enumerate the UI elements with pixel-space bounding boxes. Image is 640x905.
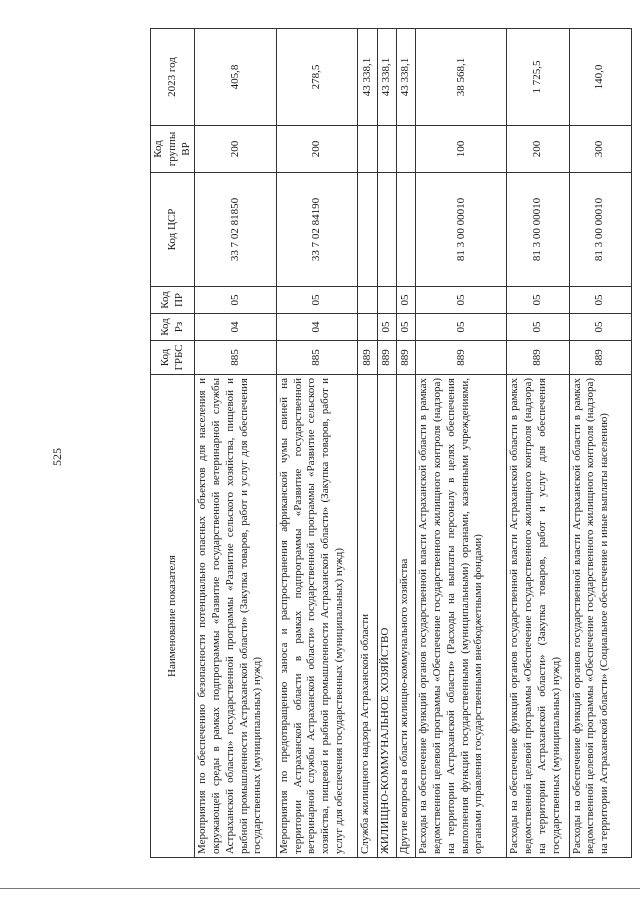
- row-pr: [377, 287, 396, 314]
- table-row: [507, 29, 569, 858]
- row-name: Расходы на обеспечение функций органов государственной власти Астраханской области в рамках ведомственной целевой программы «Обеспечение государственного жилищного контроля (надзора) на территории Астраханской области» (Социальное обеспечение и иные выплаты населению): [569, 375, 631, 858]
- row-pr: [358, 287, 377, 314]
- table-row: [358, 29, 377, 858]
- row-grbs: 885: [276, 341, 358, 375]
- row-rz: 04: [276, 314, 358, 341]
- header-rz: Код Рз: [151, 314, 195, 341]
- header-grbs: Код ГРБС: [151, 341, 195, 375]
- row-vr: [396, 126, 415, 173]
- row-name: ЖИЛИЩНО-КОММУНАЛЬНОЕ ХОЗЯЙСТВО: [377, 375, 396, 858]
- row-vr: 200: [276, 126, 358, 173]
- table-row: [195, 29, 277, 858]
- row-name: Другие вопросы в области жилищно-коммунального хозяйства: [396, 375, 415, 858]
- row-grbs: 889: [358, 341, 377, 375]
- row-pr: 05: [416, 287, 507, 314]
- row-value: 1 725,5: [507, 29, 569, 126]
- row-pr: 05: [195, 287, 277, 314]
- row-csr: [377, 173, 396, 287]
- bottom-rule: [0, 888, 640, 889]
- row-rz: 05: [396, 314, 415, 341]
- row-vr: 300: [569, 126, 631, 173]
- table-row: [569, 29, 631, 858]
- row-csr: 33 7 02 84190: [276, 173, 358, 287]
- header-year: 2023 год: [151, 29, 195, 126]
- row-rz: [358, 314, 377, 341]
- row-csr: [396, 173, 415, 287]
- row-value: 43 338,1: [377, 29, 396, 126]
- row-pr: 05: [569, 287, 631, 314]
- row-grbs: 889: [569, 341, 631, 375]
- table-row: [396, 29, 415, 858]
- row-value: 38 568,1: [416, 29, 507, 126]
- row-rz: 05: [416, 314, 507, 341]
- row-csr: 33 7 02 81850: [195, 173, 277, 287]
- header-name: Наименование показателя: [151, 375, 195, 858]
- row-value: 43 338,1: [358, 29, 377, 126]
- budget-table: [150, 28, 632, 858]
- row-name: Мероприятия по обеспечению безопасности потенциально опасных объектов для населения и окружающей среды в рамках подпрограммы «Развитие государственной ветеринарной службы Астраханской области» государственной программы «Развитие сельского хозяйства, пищевой и рыбной промышленности Астраханской области» (Закупка товаров, работ и услуг для обеспечения государственных (муниципальных) нужд): [195, 375, 277, 858]
- row-grbs: 889: [416, 341, 507, 375]
- row-rz: 04: [195, 314, 277, 341]
- row-vr: 200: [507, 126, 569, 173]
- row-pr: 05: [507, 287, 569, 314]
- row-rz: 05: [507, 314, 569, 341]
- row-grbs: 889: [507, 341, 569, 375]
- row-vr: 100: [416, 126, 507, 173]
- rotated-table-wrapper: [150, 29, 632, 858]
- row-rz: 05: [377, 314, 396, 341]
- header-csr: Код ЦСР: [151, 173, 195, 287]
- row-csr: 81 3 00 00010: [569, 173, 631, 287]
- header-row: [151, 29, 195, 858]
- row-csr: [358, 173, 377, 287]
- row-value: 43 338,1: [396, 29, 415, 126]
- row-value: 278,5: [276, 29, 358, 126]
- header-vr: Код группы ВР: [151, 126, 195, 173]
- table-row: [377, 29, 396, 858]
- row-grbs: 889: [396, 341, 415, 375]
- row-name: Служба жилищного надзора Астраханской области: [358, 375, 377, 858]
- row-grbs: 885: [195, 341, 277, 375]
- row-value: 405,8: [195, 29, 277, 126]
- row-name: Расходы на обеспечение функций органов государственной власти Астраханской области в рамках ведомственной целевой программы «Обеспечение государственного жилищного контроля (надзора) на территории Астраханской области» (Расходы на выплаты персоналу в целях обеспечения выполнения функций государственными (муниципальными) органами, казенными учреждениями, органами управления государственными внебюджетными фондами): [416, 375, 507, 858]
- row-pr: 05: [396, 287, 415, 314]
- table-row: [276, 29, 358, 858]
- header-pr: Код ПР: [151, 287, 195, 314]
- row-grbs: 889: [377, 341, 396, 375]
- page-number: 525: [50, 448, 64, 466]
- row-name: Мероприятия по предотвращению заноса и распространения африканской чумы свиней на территории Астраханской области в рамках подпрограммы «Развитие государственной ветеринарной службы Астраханской области» государственной программы «Развитие сельского хозяйства, пищевой и рыбной промышленности Астраханской области» (Закупка товаров, работ и услуг для обеспечения государственных (муниципальных) нужд): [276, 375, 358, 858]
- row-value: 140,0: [569, 29, 631, 126]
- row-name: Расходы на обеспечение функций органов государственной власти Астраханской области в рамках ведомственной целевой программы «Обеспечение государственного жилищного контроля (надзора) на территории Астраханской области» (Закупка товаров, работ и услуг для обеспечения государственных (муниципальных) нужд): [507, 375, 569, 858]
- row-vr: 200: [195, 126, 277, 173]
- row-rz: 05: [569, 314, 631, 341]
- row-csr: 81 3 00 00010: [507, 173, 569, 287]
- row-pr: 05: [276, 287, 358, 314]
- row-vr: [358, 126, 377, 173]
- row-csr: 81 3 00 00010: [416, 173, 507, 287]
- row-vr: [377, 126, 396, 173]
- table-row: [416, 29, 507, 858]
